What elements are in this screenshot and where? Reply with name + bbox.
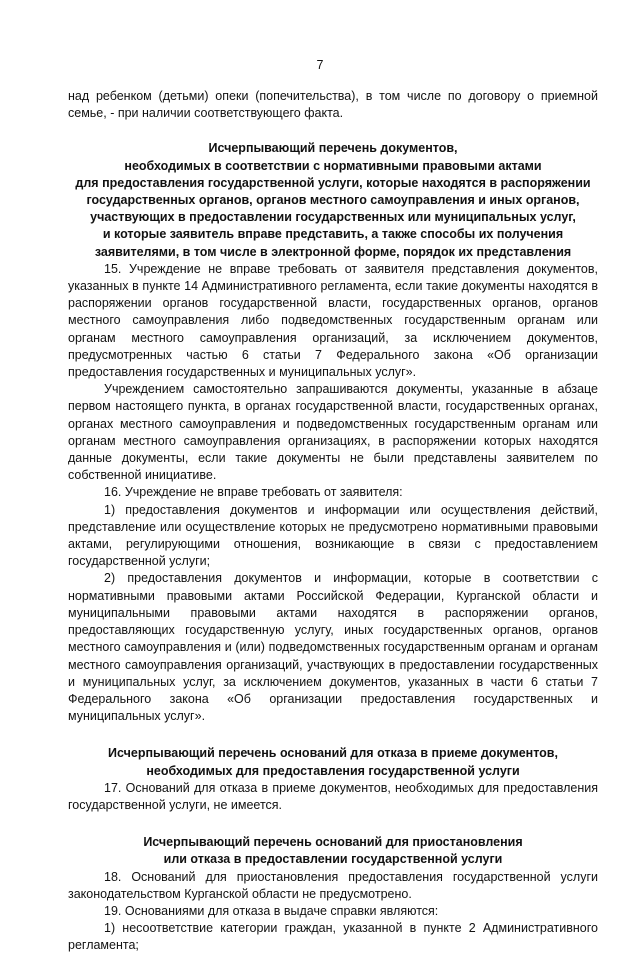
section3-heading — [68, 834, 598, 868]
heading-line: государственных органов, органов местного самоуправления и иных органов, — [86, 193, 580, 208]
paragraph-17: 17. Оснований для отказа в приеме документов, необходимых для предоставления государственной услуги, не имеется. — [68, 780, 598, 812]
heading-line: для предоставления государственной услуги, которые находятся в распоряжении — [75, 175, 591, 190]
document-body — [68, 88, 598, 955]
paragraph-16: 16. Учреждение не вправе требовать от заявителя: — [104, 485, 403, 500]
section1-heading — [68, 140, 598, 260]
heading-line: Исчерпывающий перечень документов, — [208, 141, 458, 156]
heading-line: или отказа в предоставлении государственной услуги — [163, 852, 503, 867]
heading-line: участвующих в предоставлении государственных или муниципальных услуг, — [90, 210, 576, 225]
paragraph-19-item-1: 1) несоответствие категории граждан, указанной в пункте 2 Административного регламента; — [68, 921, 598, 953]
heading-line: необходимых для предоставления государственной услуги — [146, 763, 520, 778]
paragraph-16-item-1: 1) предоставления документов и информации или осуществления действий, представление или осуществление которых не предусмотрено нормативными правовыми актами, регулирующими отношения, возникающие в связи с предоставлением государственной услуги; — [68, 502, 598, 569]
paragraph-15-second: Учреждением самостоятельно запрашиваются документы, указанные в абзаце первом настоящего пункта, в органах государственной власти, государственных органах, органах местного самоуправления и подведомственных государственным органам или органам местного самоуправления организациях, в распоряжении которых находятся данные документы, если такие документы не были представлены заявителем по собственной инициативе. — [68, 382, 598, 483]
heading-line: Исчерпывающий перечень оснований для отказа в приеме документов, — [108, 746, 558, 761]
paragraph-19: 19. Основаниями для отказа в выдаче справки являются: — [104, 903, 439, 918]
page-number: 7 — [316, 58, 324, 72]
paragraph-16-item-2: 2) предоставления документов и информации, которые в соответствии с нормативными правовыми актами Российской Федерации, Курганской области и муниципальными правовыми актами находятся в распоряжении органов, предоставляющих государственную услугу, иных государственных органов, органов местного самоуправления и (или) подведомственных государственным органам и органам местного самоуправления организаций, участвующих в предоставлении государственных и муниципальных услуг, за исключением документов, указанных в части 6 статьи 7 Федерального закона «Об организации предоставления государственных и муниципальных услуг». — [68, 571, 598, 724]
heading-line: заявителями, в том числе в электронной форме, порядок их представления — [94, 244, 572, 259]
paragraph-18: 18. Оснований для приостановления предоставления государственной услуги законодательством Курганской области не предусмотрено. — [68, 869, 598, 901]
heading-line: Исчерпывающий перечень оснований для приостановления — [143, 835, 523, 850]
section2-heading — [68, 745, 598, 779]
paragraph-15: 15. Учреждение не вправе требовать от заявителя представления документов, указанных в пункте 14 Административного регламента, если такие документы находятся в распоряжении органов государственной власти, государственных органов, органов местного самоуправления либо подведомственных государственным органам или органам местного самоуправления организаций, за исключением документов, предусмотренных частью 6 статьи 7 Федерального закона «Об организации предоставления государственных и муниципальных услуг». — [68, 261, 598, 380]
heading-line: и которые заявитель вправе представить, а также способы их получения — [102, 227, 564, 242]
heading-line: необходимых в соответствии с нормативными правовыми актами — [124, 158, 542, 173]
intro-paragraph: над ребенком (детьми) опеки (попечительства), в том числе по договору о приемной семье, - при наличии соответствующего факта. — [68, 89, 598, 121]
